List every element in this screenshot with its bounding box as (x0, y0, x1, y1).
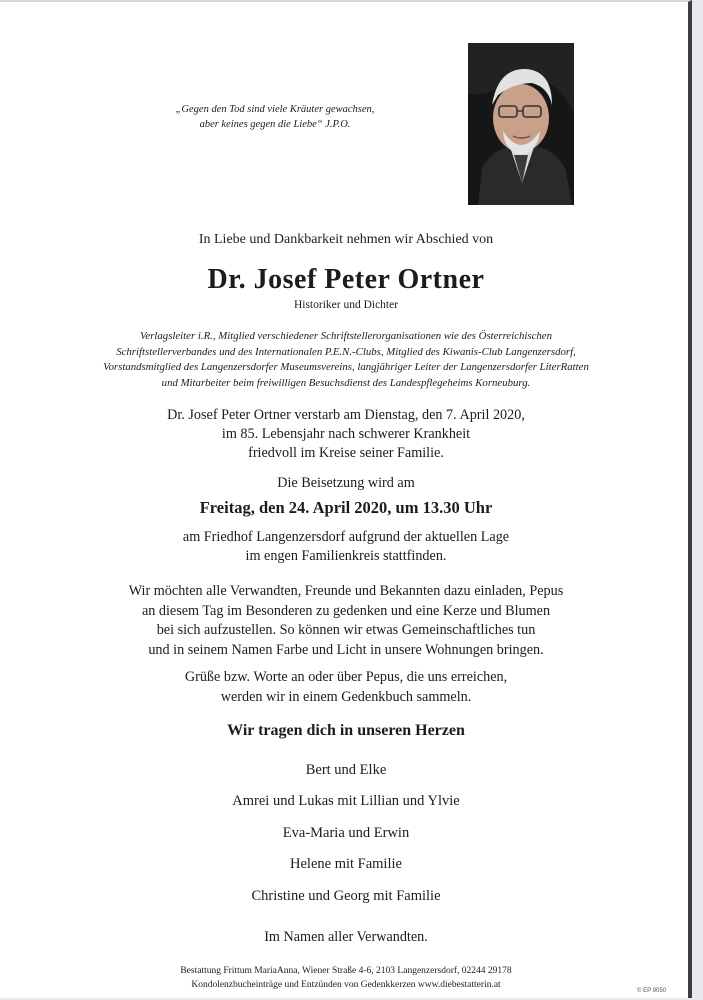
death-notice (40, 406, 652, 463)
footer-address: Bestattung Frittum MariaAnna, Wiener Straße 4-6, 2103 Langenzersdorf, 02244 29178 (180, 966, 512, 976)
death-line: im 85. Lebensjahr nach schwerer Krankheit (221, 426, 471, 442)
funeral-place (40, 528, 652, 566)
funeral-home-footer (40, 965, 652, 992)
mourner-entry: Eva-Maria und Erwin (282, 824, 410, 841)
invitation-line: bei sich aufzustellen. So können wir etwas Gemeinschaftliches tun (156, 622, 536, 638)
greetings-line: werden wir in einem Gedenkbuch sammeln. (220, 688, 472, 705)
mourners-list (40, 759, 652, 916)
closing-line: Im Namen aller Verwandten. (264, 929, 428, 945)
invitation-paragraph (40, 582, 652, 660)
roles-line: Vorstandsmitglied des Langenzersdorfer Museumsvereins, langjähriger Leiter der Langenzersdorfer LiterRatten (103, 361, 589, 373)
mourner-entry: Amrei und Lukas mit Lillian und Ylvie (232, 793, 460, 810)
portrait-photo (468, 43, 574, 205)
roles-line: Schriftstellerverbandes und des Internationalen P.E.N.-Clubs, Mitglied des Kiwanis-Club Langenzersdorf, (116, 345, 576, 358)
funeral-intro: Die Beisetzung wird am (277, 475, 415, 491)
roles-paragraph (40, 329, 652, 391)
heart-heading: Wir tragen dich in unseren Herzen (227, 722, 465, 739)
death-line: friedvoll im Kreise seiner Familie. (248, 445, 444, 461)
roles-line: und Mitarbeiter beim freiwilligen Besuchsdienst des Landespflegeheims Korneuburg. (161, 376, 531, 389)
footer-website: Kondolenzbucheinträge und Entzünden von Gedenkkerzen www.diebestatterin.at (191, 979, 501, 990)
funeral-place-line: im engen Familienkreis stattfinden. (245, 548, 447, 564)
deceased-name: Dr. Josef Peter Ortner (207, 264, 485, 295)
print-code: © EP 9050 (637, 988, 666, 994)
greetings-paragraph (40, 668, 652, 707)
mourner-entry: Christine und Georg mit Familie (251, 887, 441, 904)
greetings-line: Grüße bzw. Worte an oder über Pepus, die uns erreichen, (184, 669, 508, 685)
memorial-quote (100, 102, 450, 132)
quote-line: „Gegen den Tod sind viele Kräuter gewachsen, (175, 104, 375, 115)
farewell-intro: In Liebe und Dankbarkeit nehmen wir Abschied von (198, 232, 494, 247)
invitation-line: Wir möchten alle Verwandten, Freunde und Bekannten dazu einladen, Pepus (128, 583, 564, 599)
invitation-line: und in seinem Namen Farbe und Licht in unsere Wohnungen bringen. (148, 641, 544, 658)
funeral-place-line: am Friedhof Langenzersdorf aufgrund der aktuellen Lage (182, 529, 510, 545)
death-line: Dr. Josef Peter Ortner verstarb am Dienstag, den 7. April 2020, (167, 407, 525, 423)
invitation-line: an diesem Tag im Besonderen zu gedenken und eine Kerze und Blumen (141, 602, 551, 619)
funeral-date: Freitag, den 24. April 2020, um 13.30 Uhr (199, 498, 493, 517)
roles-line: Verlagsleiter i.R., Mitglied verschiedener Schriftstellerorganisationen wie des Österreichischen (140, 330, 552, 342)
mourner-entry: Bert und Elke (305, 762, 387, 778)
quote-line: aber keines gegen die Liebe“ J.P.O. (199, 119, 351, 130)
mourner-entry: Helene mit Familie (290, 856, 402, 873)
occupation: Historiker und Dichter (293, 299, 399, 311)
